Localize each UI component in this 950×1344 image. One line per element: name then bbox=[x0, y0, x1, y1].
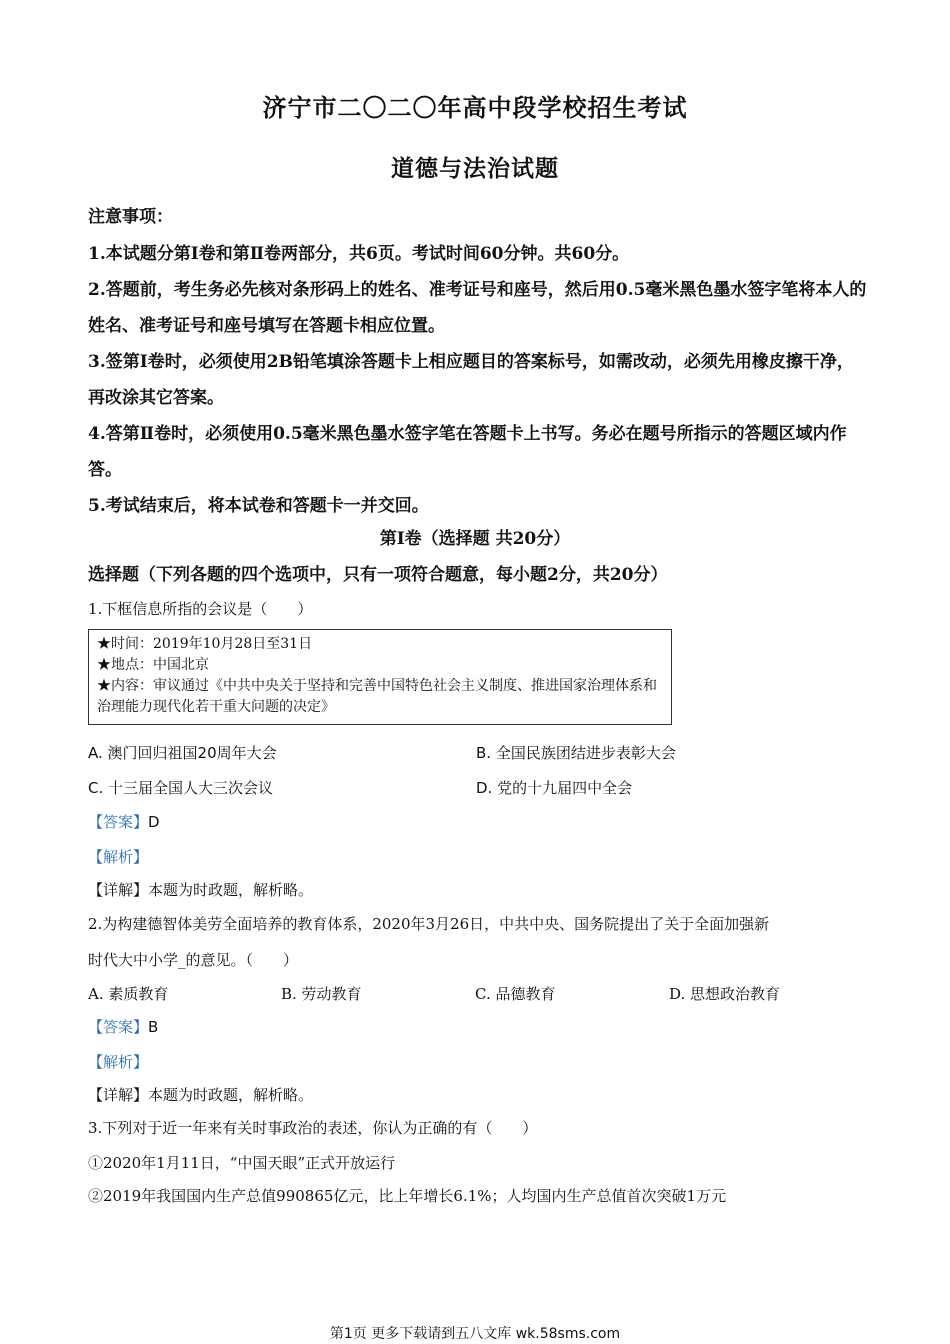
answer-value: D bbox=[148, 813, 160, 831]
q2-detail: 【详解】本题为时政题，解析略。 bbox=[88, 1086, 314, 1104]
q1-option-b: B. 全国民族团结进步表彰大会 bbox=[476, 744, 676, 762]
notice-item-4: 4.答第Ⅱ卷时，必须使用0.5毫米黑色墨水签字笔在答题卡上书写。务必在题号所指示的答题区域内作答。 bbox=[88, 424, 847, 480]
notice-item-3: 3.签第Ⅰ卷时，必须使用2B铅笔填涂答题卡上相应题目的答案标号，如需改动，必须先用橡皮擦干净，再改涂其它答案。 bbox=[88, 352, 854, 408]
page-footer: 第1页 更多下载请到五八文库 wk.58sms.com bbox=[329, 1326, 621, 1342]
q2-analysis-label: 【解析】 bbox=[88, 1053, 149, 1071]
q1-option-d: D. 党的十九届四中全会 bbox=[476, 779, 633, 797]
q2-answer bbox=[88, 1016, 158, 1037]
q1-answer bbox=[88, 811, 160, 832]
question-1-stem: 1.下框信息所指的会议是（ ） bbox=[88, 600, 313, 618]
q2-option-a: A. 素质教育 bbox=[88, 985, 169, 1003]
exam-title: 济宁市二〇二〇年高中段学校招生考试 bbox=[262, 93, 688, 122]
info-box-content: ★内容：审议通过《中共中央关于坚持和完善中国特色社会主义制度、推进国家治理体系和治理能力现代化若干重大问题的决定》 bbox=[97, 678, 657, 715]
q1-analysis-label: 【解析】 bbox=[88, 848, 149, 866]
section-heading: 第Ⅰ卷（选择题 共20分） bbox=[379, 529, 571, 549]
info-box-time: ★时间：2019年10月28日至31日 bbox=[97, 636, 313, 652]
question-1-info-box bbox=[88, 629, 672, 725]
q2-option-c: C. 品德教育 bbox=[475, 985, 556, 1003]
notice-item-5: 5.考试结束后，将本试卷和答题卡一并交回。 bbox=[88, 496, 429, 516]
question-2-stem-line2: 时代大中小学_的意见。（ ） bbox=[88, 951, 299, 969]
notice-heading: 注意事项： bbox=[88, 207, 173, 227]
notice-item-2: 2.答题前，考生务必先核对条形码上的姓名、准考证号和座号，然后用0.5毫米黑色墨水签字笔将本人的姓名、准考证号和座号填写在答题卡相应位置。 bbox=[88, 280, 867, 336]
exam-subtitle: 道德与法治试题 bbox=[391, 155, 559, 182]
q1-option-a: A. 澳门回归祖国20周年大会 bbox=[88, 744, 277, 762]
question-2-stem-line1: 2.为构建德智体美劳全面培养的教育体系，2020年3月26日，中共中央、国务院提出了关于全面加强新 bbox=[88, 915, 770, 933]
q2-option-d: D. 思想政治教育 bbox=[669, 985, 781, 1003]
q3-statement-2: ②2019年我国国内生产总值990865亿元，比上年增长6.1%；人均国内生产总值首次突破1万元 bbox=[88, 1187, 727, 1205]
question-3-stem: 3.下列对于近一年来有关时事政治的表述，你认为正确的有（ ） bbox=[88, 1119, 538, 1137]
answer-label: 【答案】 bbox=[88, 813, 149, 831]
answer-label: 【答案】 bbox=[88, 1018, 149, 1036]
q1-option-c: C. 十三届全国人大三次会议 bbox=[88, 779, 274, 797]
notice-item-1: 1.本试题分第Ⅰ卷和第Ⅱ卷两部分，共6页。考试时间60分钟。共60分。 bbox=[88, 244, 630, 264]
q1-detail: 【详解】本题为时政题，解析略。 bbox=[88, 881, 314, 899]
notice-block bbox=[88, 203, 868, 524]
info-box-place: ★地点：中国北京 bbox=[97, 657, 209, 673]
q2-option-b: B. 劳动教育 bbox=[281, 985, 362, 1003]
answer-value: B bbox=[148, 1018, 159, 1036]
q3-statement-1: ①2020年1月11日，“中国天眼”正式开放运行 bbox=[88, 1154, 396, 1172]
section-instruction: 选择题（下列各题的四个选项中，只有一项符合题意，每小题2分，共20分） bbox=[88, 565, 668, 585]
